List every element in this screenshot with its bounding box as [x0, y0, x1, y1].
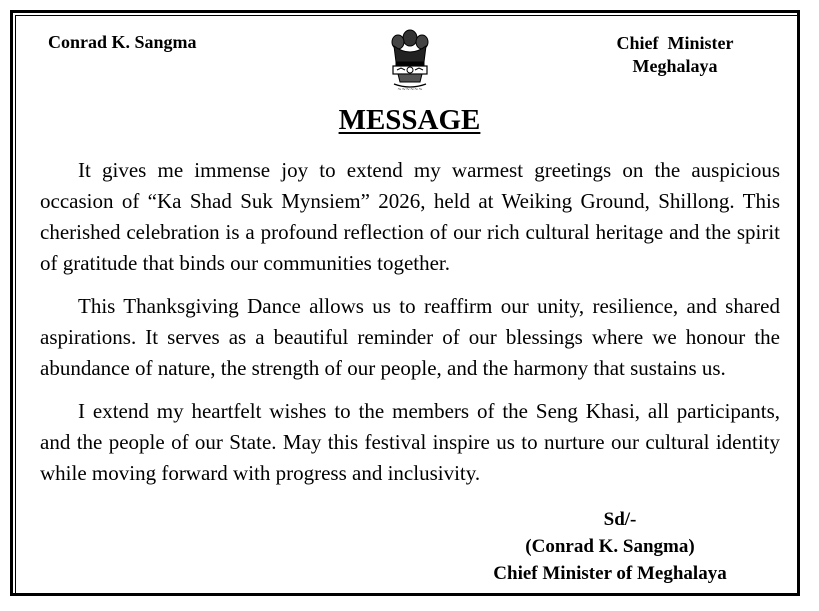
message-body [40, 155, 780, 501]
signature-name: (Conrad K. Sangma) [525, 536, 695, 557]
header-name: Conrad K. Sangma [48, 32, 197, 52]
header-designation [590, 32, 760, 78]
designation-line2: Meghalaya [632, 56, 718, 76]
national-emblem-icon [384, 28, 436, 92]
paragraph-1: It gives me immense joy to extend my warmest greetings on the auspicious occasion of “Ka Shad Suk Mynsiem” 2026, held at Weiking Ground, Shillong. This cherished celebration is a profound reflection of our rich cultural heritage and the spirit of gratitude that binds our communities together. [40, 158, 780, 275]
svg-text:~~~~~~: ~~~~~~ [397, 87, 423, 92]
signature-designation: Chief Minister of Meghalaya [493, 563, 727, 584]
signature-block [460, 506, 760, 587]
signature-sd: Sd/- [603, 509, 637, 530]
page-title: MESSAGE [338, 104, 481, 136]
paragraph-3: I extend my heartfelt wishes to the members of the Seng Khasi, all participants, and the people of our State. May this festival inspire us to nurture our cultural identity while moving forward with progress and inclusivity. [40, 399, 780, 485]
paragraph-2: This Thanksgiving Dance allows us to reaffirm our unity, resilience, and shared aspirations. It serves as a beautiful reminder of our blessings where we honour the abundance of nature, the strength of our people, and the harmony that sustains us. [40, 294, 780, 380]
designation-line1: Chief Minister [616, 33, 734, 53]
